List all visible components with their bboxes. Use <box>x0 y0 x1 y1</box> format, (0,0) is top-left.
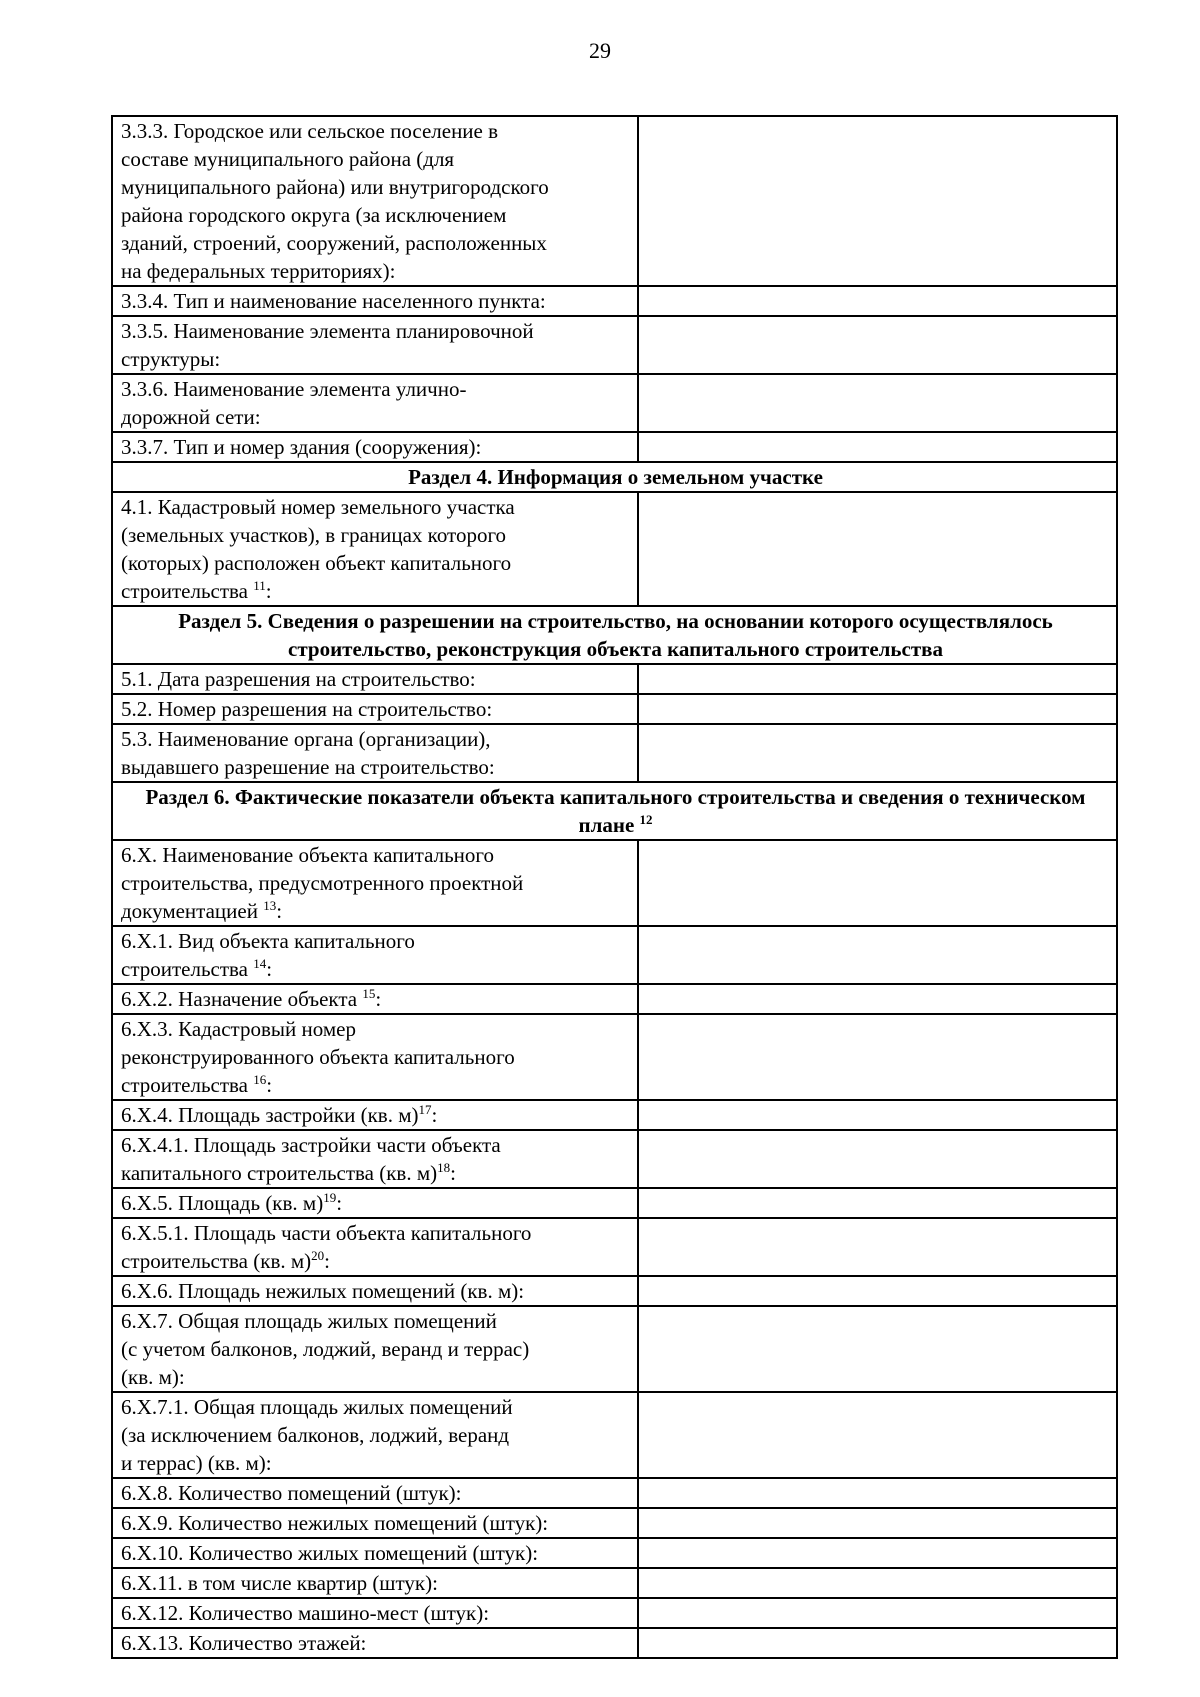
page-number: 29 <box>589 38 611 63</box>
value-cell[interactable] <box>638 1392 1117 1478</box>
row-label: 6.X.3. Кадастровый номер реконструированного объекта капитального строительства <box>121 1017 515 1097</box>
footnote-ref[interactable]: 12 <box>639 812 653 827</box>
footnote-ref[interactable]: 14 <box>253 956 267 971</box>
label-tail: : <box>450 1161 456 1185</box>
footnote-ref[interactable]: 17 <box>418 1102 432 1117</box>
value-cell[interactable] <box>638 316 1117 374</box>
table-row <box>112 374 1117 432</box>
table-row <box>112 1276 1117 1306</box>
value-cell[interactable] <box>638 664 1117 694</box>
table-row <box>112 1508 1117 1538</box>
footnote-ref[interactable]: 16 <box>253 1072 267 1087</box>
value-cell[interactable] <box>638 1598 1117 1628</box>
value-cell[interactable] <box>638 694 1117 724</box>
value-cell[interactable] <box>638 374 1117 432</box>
row-label: 6.X.4. Площадь застройки (кв. м) <box>121 1103 419 1127</box>
row-label: 3.3.6. Наименование элемента улично- дорожной сети: <box>121 377 467 429</box>
table-row <box>112 1538 1117 1568</box>
value-cell[interactable] <box>638 1306 1117 1392</box>
row-label: 6.X.6. Площадь нежилых помещений (кв. м): <box>121 1279 525 1303</box>
table-row <box>112 1598 1117 1628</box>
value-cell[interactable] <box>638 1508 1117 1538</box>
value-cell[interactable] <box>638 1218 1117 1276</box>
table-row <box>112 1188 1117 1218</box>
footnote-ref[interactable]: 18 <box>437 1160 451 1175</box>
table-row <box>112 840 1117 926</box>
row-label: 5.2. Номер разрешения на строительство: <box>121 697 493 721</box>
value-cell[interactable] <box>638 1188 1117 1218</box>
row-label: 6.X.1. Вид объекта капитального строительства <box>121 929 415 981</box>
section-header-row <box>112 606 1117 664</box>
table-row <box>112 984 1117 1014</box>
label-tail: : <box>375 987 382 1011</box>
value-cell[interactable] <box>638 984 1117 1014</box>
label-tail: : <box>324 1249 330 1273</box>
table-row <box>112 724 1117 782</box>
row-label: 6.X.7.1. Общая площадь жилых помещений (за исключением балконов, лоджий, веранд и террас) (кв. м): <box>121 1395 513 1475</box>
value-cell[interactable] <box>638 286 1117 316</box>
value-cell[interactable] <box>638 1568 1117 1598</box>
row-label: 6.X.9. Количество нежилых помещений (штук): <box>121 1511 549 1535</box>
section-header-row <box>112 782 1117 840</box>
row-label: 6.X.10. Количество жилых помещений (штук): <box>121 1541 539 1565</box>
row-label: 5.1. Дата разрешения на строительство: <box>121 667 476 691</box>
footnote-ref[interactable]: 13 <box>263 898 277 913</box>
table-row <box>112 1478 1117 1508</box>
row-label: 6.X.5. Площадь (кв. м) <box>121 1191 324 1215</box>
value-cell[interactable] <box>638 1100 1117 1130</box>
footnote-ref[interactable]: 15 <box>362 986 376 1001</box>
row-label: 6.X.7. Общая площадь жилых помещений (с учетом балконов, лоджий, веранд и террас) (кв. м): <box>121 1309 530 1389</box>
footnote-ref[interactable]: 20 <box>311 1248 325 1263</box>
table-row <box>112 1100 1117 1130</box>
label-tail: : <box>266 1073 273 1097</box>
table-row <box>112 492 1117 606</box>
row-label: 3.3.4. Тип и наименование населенного пункта: <box>121 289 546 313</box>
label-tail: : <box>276 899 283 923</box>
table-row <box>112 1628 1117 1658</box>
value-cell[interactable] <box>638 432 1117 462</box>
table-row <box>112 1130 1117 1188</box>
value-cell[interactable] <box>638 840 1117 926</box>
value-cell[interactable] <box>638 1014 1117 1100</box>
value-cell[interactable] <box>638 926 1117 984</box>
value-cell[interactable] <box>638 492 1117 606</box>
label-tail: : <box>336 1191 343 1215</box>
table-row <box>112 1392 1117 1478</box>
row-label: 3.3.5. Наименование элемента планировочной структуры: <box>121 319 534 371</box>
section-6-title <box>112 782 1117 840</box>
section-4-title: Раздел 4. Информация о земельном участке <box>112 462 1117 492</box>
row-label: 5.3. Наименование органа (организации), выдавшего разрешение на строительство: <box>121 727 495 779</box>
value-cell[interactable] <box>638 1628 1117 1658</box>
label-tail: : <box>266 957 273 981</box>
footnote-ref[interactable]: 11 <box>253 578 266 593</box>
table-row <box>112 694 1117 724</box>
table-row <box>112 1014 1117 1100</box>
table-row <box>112 286 1117 316</box>
section-5-title: Раздел 5. Сведения о разрешении на строительство, на основании которого осуществлялось строительство, реконструкция объекта капитального строительства <box>112 606 1117 664</box>
table-row <box>112 116 1117 286</box>
table-row <box>112 664 1117 694</box>
form-table <box>111 115 1118 1659</box>
row-label: 6.X.13. Количество этажей: <box>121 1631 367 1655</box>
value-cell[interactable] <box>638 116 1117 286</box>
row-label: 6.X. Наименование объекта капитального строительства, предусмотренного проектной документацией <box>121 843 524 923</box>
table-row <box>112 926 1117 984</box>
value-cell[interactable] <box>638 1538 1117 1568</box>
table-row <box>112 432 1117 462</box>
row-label: 6.X.12. Количество машино-мест (штук): <box>121 1601 490 1625</box>
footnote-ref[interactable]: 19 <box>323 1190 337 1205</box>
table-row <box>112 1218 1117 1276</box>
table-row <box>112 316 1117 374</box>
row-label: 4.1. Кадастровый номер земельного участка (земельных участков), в границах которого (которых) расположен объект капитального строительства <box>121 495 515 603</box>
row-label: 6.X.8. Количество помещений (штук): <box>121 1481 462 1505</box>
section-6-text: Раздел 6. Фактические показатели объекта капитального строительства и сведения о техническом плане <box>145 785 1086 837</box>
row-label: 6.X.4.1. Площадь застройки части объекта капитального строительства (кв. м) <box>121 1133 501 1185</box>
value-cell[interactable] <box>638 1478 1117 1508</box>
row-label: 6.X.11. в том числе квартир (штук): <box>121 1571 438 1595</box>
value-cell[interactable] <box>638 1276 1117 1306</box>
label-tail: : <box>431 1103 438 1127</box>
row-label: 6.X.5.1. Площадь части объекта капитального строительства (кв. м) <box>121 1221 532 1273</box>
value-cell[interactable] <box>638 724 1117 782</box>
section-header-row <box>112 462 1117 492</box>
table-row <box>112 1568 1117 1598</box>
row-label: 3.3.3. Городское или сельское поселение в составе муниципального района (для муниципального района) или внутригородского района городского округа (за исключением зданий, строений, сооружений, расположенных на федеральных территориях): <box>121 119 549 283</box>
row-label: 3.3.7. Тип и номер здания (сооружения): <box>121 435 482 459</box>
row-label: 6.X.2. Назначение объекта <box>121 987 363 1011</box>
value-cell[interactable] <box>638 1130 1117 1188</box>
label-tail: : <box>265 579 272 603</box>
table-row <box>112 1306 1117 1392</box>
